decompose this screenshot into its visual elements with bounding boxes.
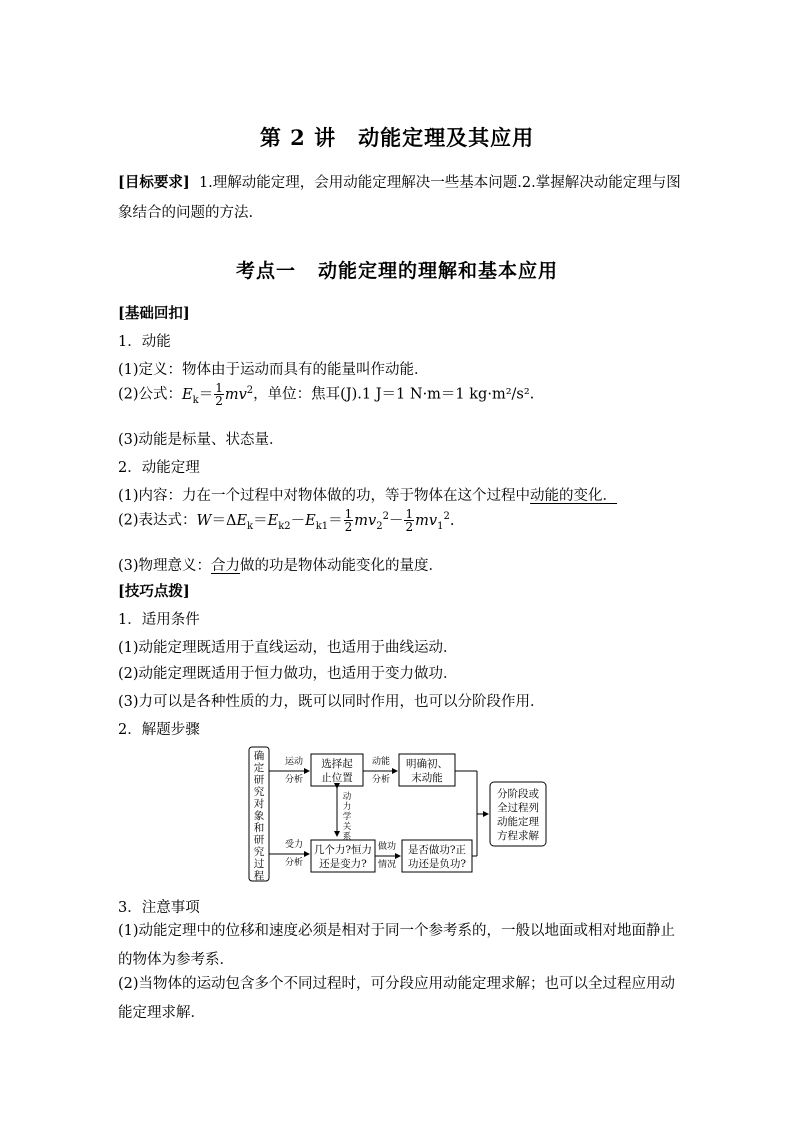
result-text-1: 分阶段或	[497, 788, 539, 800]
work-label-1: 做功	[377, 842, 397, 852]
work-text-1: 是否做功?正	[407, 844, 467, 856]
determine-object-text	[254, 749, 265, 882]
condition-3: (3)力可以是各种性质的力，既可以同时作用，也可以分阶段作用．	[118, 694, 545, 710]
section-heading	[0, 256, 794, 283]
work-label-2: 情况	[377, 860, 397, 870]
objectives-tag: [目标要求]	[118, 174, 190, 191]
svg-text:象: 象	[253, 810, 265, 822]
theorem-expression	[118, 508, 454, 533]
meaning-prefix: (3)物理意义：	[118, 558, 212, 574]
clarify-ke-text-2: 末动能	[411, 772, 443, 784]
svg-text:确: 确	[253, 750, 265, 762]
svg-text:系: 系	[342, 832, 352, 842]
note-2: (2)当物体的运动包含多个不同过程时，可分段应用动能定理求解；也可以全过程应用动能定理求解．	[118, 976, 676, 1021]
svg-text:力: 力	[342, 802, 352, 812]
ke-analysis-label-1: 动能	[371, 757, 391, 767]
conditions-heading: 1．适用条件	[118, 612, 200, 628]
select-positions-text-2: 止位置	[321, 772, 353, 784]
lecture-number: 第 2 讲	[259, 125, 337, 150]
svg-text:程: 程	[253, 870, 265, 882]
work-text-2: 功还是负功?	[407, 858, 467, 870]
result-text-2: 全过程列	[497, 802, 539, 814]
theorem-heading: 2．动能定理	[118, 460, 200, 476]
objectives-paragraph	[118, 168, 682, 228]
fraction-half: $\frac{1}{2}$	[215, 381, 223, 408]
physical-meaning	[118, 554, 443, 575]
forces-text-2: 还是变力?	[319, 858, 367, 870]
result-text-4: 方程求解	[497, 830, 539, 842]
meaning-underlined: 合力	[211, 558, 241, 574]
forces-text-1: 几个力?恒力	[313, 844, 373, 856]
steps-heading: 2．解题步骤	[118, 722, 200, 738]
svg-text:研: 研	[253, 774, 265, 786]
svg-text:究: 究	[253, 846, 265, 858]
svg-text:定: 定	[253, 762, 265, 774]
svg-text:研: 研	[253, 834, 265, 846]
condition-2: (2)动能定理既适用于恒力做功，也适用于变力做功．	[118, 666, 458, 682]
meaning-suffix: 做的功是物体动能变化的量度．	[240, 558, 444, 574]
svg-text:和: 和	[253, 822, 265, 834]
svg-text:究: 究	[253, 786, 265, 798]
solution-steps-flowchart	[245, 744, 555, 884]
theorem-content	[118, 484, 617, 505]
expression-math: $W=\Delta E_k=E_{k2}-E_{k1}=$ $\frac{1}{2}$ $mv_2^2-$ $\frac{1}{2}$ $mv_1^2$.	[196, 507, 455, 534]
ke-analysis-label-2: 分析	[371, 775, 391, 785]
formula-unit: ，单位：焦耳(J).1 J＝1 N·m＝1 kg·m²/s².	[253, 386, 535, 403]
select-positions-text-1: 选择起	[321, 758, 353, 770]
svg-text:动: 动	[342, 792, 352, 802]
basics-heading: [基础回扣]	[118, 305, 190, 322]
dynamics-label	[343, 791, 352, 842]
force-analysis-label-2: 分析	[284, 858, 304, 868]
notes-heading: 3．注意事项	[118, 900, 200, 916]
kinetic-energy-heading: 1．动能	[118, 334, 171, 350]
lecture-title	[0, 122, 794, 152]
formula-prefix: (2)公式：	[118, 386, 183, 403]
formula-math: $E_k=$ $\frac{1}{2}$ $mv^2$	[182, 381, 254, 408]
note-1: (1)动能定理中的位移和速度必须是相对于同一个参考系的，一般以地面或相对地面静止的物体为参考系．	[118, 923, 676, 968]
svg-text:过: 过	[253, 858, 265, 870]
motion-analysis-label-1: 运动	[284, 757, 304, 767]
svg-text:学: 学	[342, 812, 352, 822]
force-analysis-label-1: 受力	[284, 840, 304, 850]
expression-prefix: (2)表达式：	[118, 512, 197, 529]
result-text-3: 动能定理	[497, 816, 539, 828]
objectives-text: 1.理解动能定理，会用动能定理解决一些基本问题.2.掌握解决动能定理与图象结合的问题的方法.	[118, 175, 681, 221]
section-name: 动能定理的理解和基本应用	[318, 260, 559, 282]
kinetic-energy-definition: (1)定义：物体由于运动而具有的能量叫作动能．	[118, 362, 429, 378]
kinetic-energy-scalar: (3)动能是标量、状态量．	[118, 432, 284, 448]
svg-text:关: 关	[342, 822, 352, 832]
condition-1: (1)动能定理既适用于直线运动，也适用于曲线运动．	[118, 640, 458, 656]
tips-heading: [技巧点拨]	[118, 583, 190, 600]
content-prefix: (1)内容：力在一个过程中对物体做的功，等于物体在这个过程中	[118, 488, 531, 504]
content-underlined: 动能的变化．	[530, 488, 618, 504]
svg-text:对: 对	[253, 798, 265, 810]
lecture-topic: 动能定理及其应用	[358, 125, 535, 150]
kinetic-energy-formula	[118, 382, 534, 407]
clarify-ke-text-1: 明确初、	[406, 758, 448, 770]
motion-analysis-label-2: 分析	[284, 775, 304, 785]
section-number: 考点一	[235, 260, 296, 282]
